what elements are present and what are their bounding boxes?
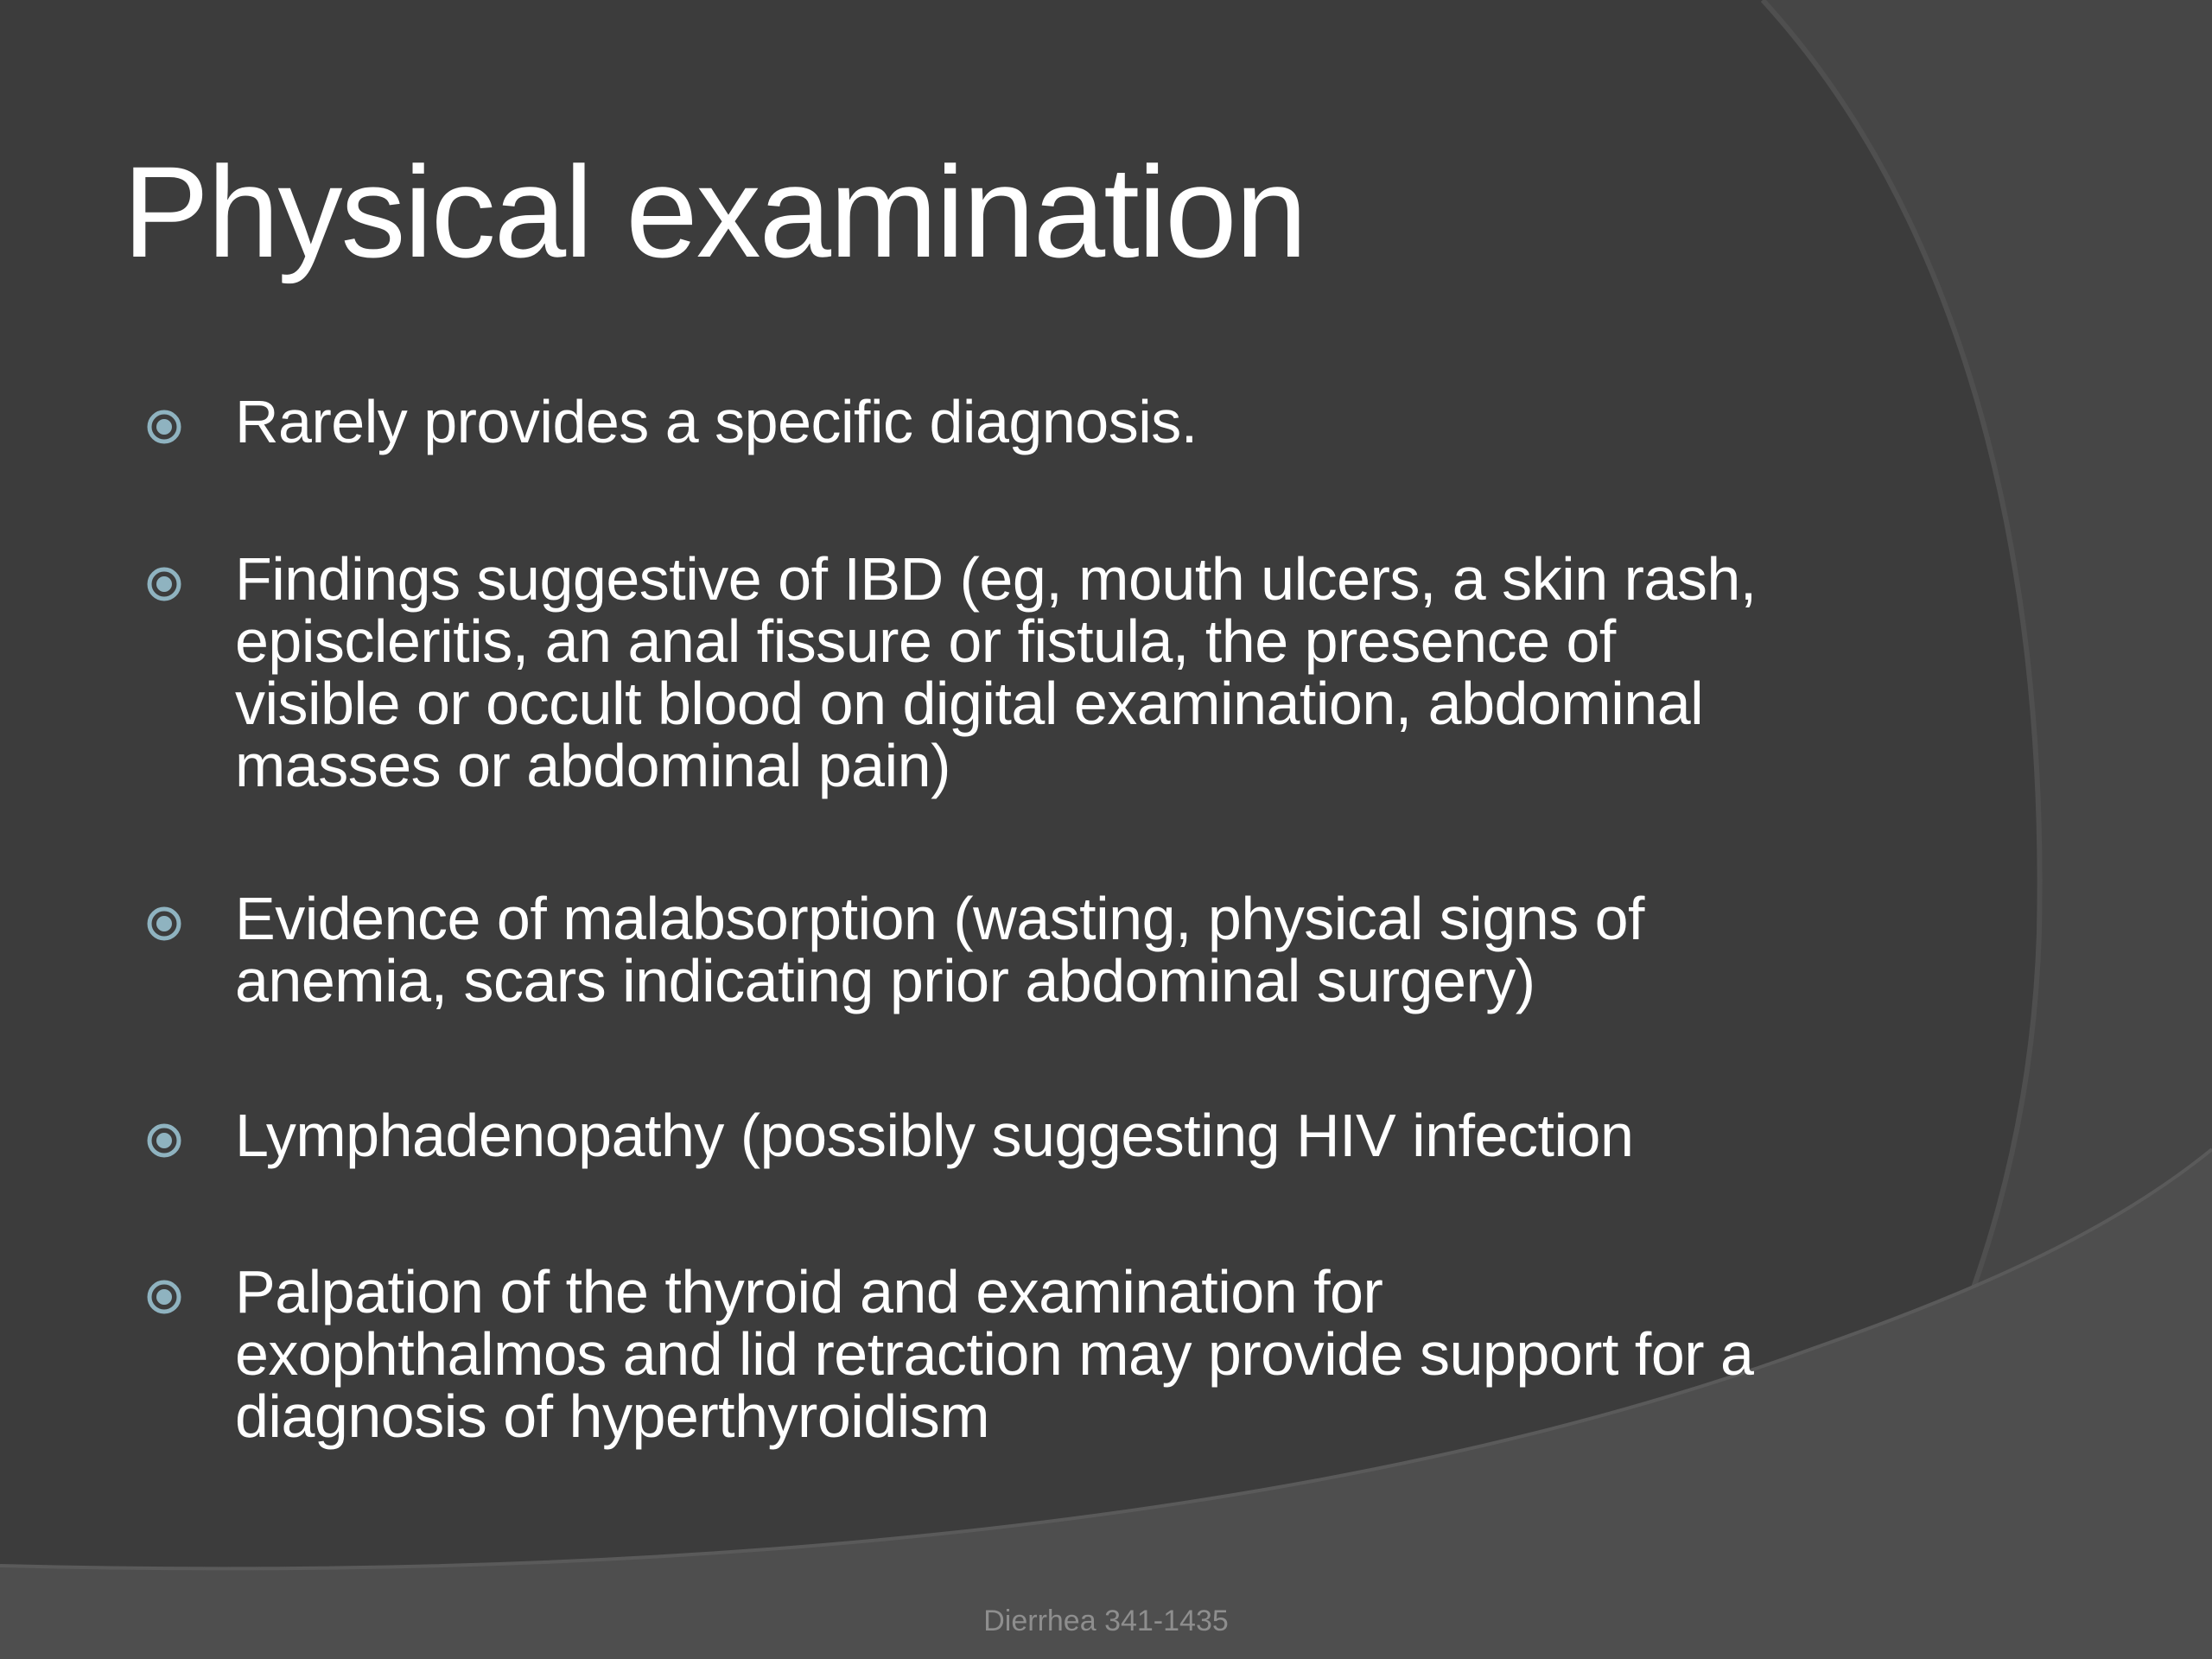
- bullet-text: Rarely provides a specific diagnosis.: [235, 388, 1198, 455]
- bullet-text: Findings suggestive of IBD (eg, mouth ulcers, a skin rash, episcleritis, an anal fissure or fistula, the presence of visible or occult blood on digital examination, abdominal masses or abdominal pain): [235, 545, 1757, 799]
- bullet-text: Lymphadenopathy (possibly suggesting HIV infection: [235, 1102, 1634, 1169]
- circle-dot-icon: [145, 565, 183, 603]
- circle-dot-icon: [145, 1122, 183, 1160]
- circle-dot-icon: [145, 408, 183, 446]
- bullet-text: Evidence of malabsorption (wasting, physical signs of anemia, scars indicating prior abdominal surgery): [235, 885, 1645, 1014]
- slide-footer: Dierrhea 341-1435: [983, 1605, 1229, 1637]
- bullet-text: Palpation of the thyroid and examination for exophthalmos and lid retraction may provide support for a diagnosis of hyperthyroidism: [235, 1258, 1754, 1450]
- circle-dot-icon: [145, 905, 183, 943]
- slide-title: Physical examination: [123, 139, 1306, 284]
- circle-dot-icon: [145, 1278, 183, 1316]
